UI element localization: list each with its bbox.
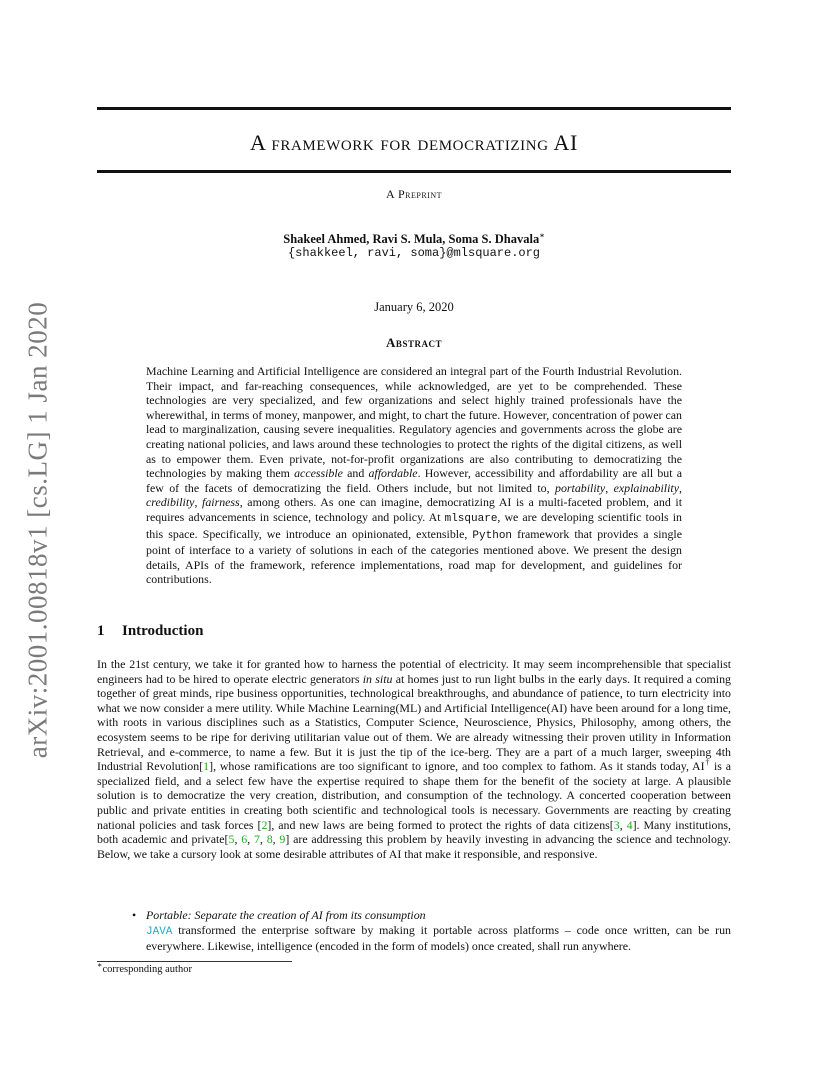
bullet-dot: • (132, 908, 137, 922)
introduction-paragraph (97, 657, 731, 861)
java-link[interactable]: JAVA (146, 925, 173, 938)
abstract-portability: portability (555, 480, 606, 495)
citation-separator: , (259, 832, 267, 847)
bullet-heading-text: Portable: Separate the creation of AI from its consumption (146, 908, 426, 922)
abstract-text-1: Machine Learning and Artificial Intelligence are considered an integral part of the Fourth Industrial Revolution. Their impact, and far-reaching consequences, while acknowledged, are yet to be comprehended. These technologies are very specialized, and few organizations and select highly trained professionals have the wherewithal, in terms of money, manpower, and might, to chart the future. However, concentration of power can lead to marginalization, causing severe inequalities. Regulatory agencies and governments across the globe are creating national policies, and laws around these technologies to protect the rights of the digital citizens, as well as to empower them. Even private, not-for-profit organizations are also contributing to democratizing the technologies by making them (146, 364, 682, 481)
author-footnote-mark[interactable]: ∗ (539, 230, 545, 240)
paper-date: January 6, 2020 (374, 300, 454, 314)
abstract-affordable: affordable (368, 466, 418, 481)
abstract-heading: Abstract (386, 335, 442, 350)
abstract-text-4: , we are developing scientific tools in this space. Specifically, we introduce an opinionated, extensible, (146, 509, 683, 541)
abstract-text-5: framework that provides a single point of interface to a variety of solutions in each of the categories mentioned above. We present the design details, APIs of the framework, reference implementations, road map for development, and guidelines for contributions. (146, 526, 683, 587)
abstract-and: and (342, 466, 369, 481)
abstract-mlsquare: mlsquare (444, 512, 498, 525)
citation-separator: , (234, 832, 242, 847)
citation-link[interactable]: 2 (261, 817, 268, 832)
abstract-accessible: accessible (294, 466, 343, 481)
section-title: Introduction (122, 623, 204, 639)
footnote (97, 960, 192, 975)
citation-link[interactable]: 1 (203, 759, 210, 774)
bullet-heading (146, 908, 731, 923)
citation-link[interactable]: 9 (279, 832, 286, 847)
citation-link[interactable]: 5 (228, 832, 235, 847)
intro-text-4: is a specialized field, and a select few have the expertise required to shape them for the benefit of the society at large. A plausible solution is to democratize the very creation, distribution, and consumption of the technology. A concerted cooperation between public and private entities in creating both scientific and technological tools is necessary. Governments are reacting by creating national policies and task forces [ (97, 759, 731, 832)
citation-link[interactable]: 4 (626, 817, 633, 832)
citation-link[interactable]: 6 (241, 832, 248, 847)
citation-separator: , (247, 832, 254, 847)
abstract-body (146, 364, 682, 587)
section-heading-introduction (97, 623, 203, 640)
author-names: Shakeel Ahmed, Ravi S. Mula, Soma S. Dhavala (283, 232, 540, 246)
arxiv-sidebar-stamp (18, 300, 58, 760)
abstract-comma: , (679, 480, 682, 495)
paper-title: A framework for democratizing AI (250, 130, 578, 155)
section-number: 1 (97, 623, 105, 639)
bullet-body (146, 923, 731, 954)
preprint-label: A Preprint (385, 187, 442, 201)
intro-text-6: ]. Many institutions, both academic and private[ (97, 817, 732, 847)
intro-text-1: In the 21st century, we take it for granted how to harness the potential of electricity. It may seem incomprehensible that specialist engineers had to be hired to operate electric generators (97, 657, 731, 686)
abstract-text-3: , among others. As one can imagine, democratizing AI is a multi-faceted problem, and it requires advancements in science, technology and policy. At (146, 495, 682, 524)
abstract-comma: , (194, 495, 203, 510)
intro-in-situ: in situ (362, 671, 393, 686)
footnote-rule (97, 961, 292, 962)
author-list (97, 232, 731, 247)
citation-separator: , (272, 832, 280, 847)
intro-text-3: ], whose ramifications are too significant to ignore, and too complex to fathom. As it stands today, AI (209, 759, 705, 774)
citation-link[interactable]: 7 (253, 832, 260, 847)
abstract-python: Python (472, 529, 513, 542)
abstract-explainability: explainability (613, 480, 679, 495)
author-emails: {shakkeel, ravi, soma}@mlsquare.org (287, 246, 541, 260)
citation-link[interactable]: 3 (613, 817, 620, 832)
abstract-text-2: . However, accessibility and affordability are all but a few of the facets of democratizing the field. Others include, but not limited to, (146, 466, 682, 495)
abstract-credibility: credibility (146, 495, 195, 510)
dagger-mark: † (704, 758, 711, 768)
abstract-comma: , (605, 480, 614, 495)
title-bottom-rule (97, 170, 731, 173)
citation-separator: , (619, 817, 627, 832)
intro-text-2: at homes just to run light bulbs in the early days. It required a coming together of great minds, ripe business opportunities, technological breakthroughs, and abundance of patience, to turn electricity into what we now consider a mere utility. While Machine Learning(ML) and Artificial Intelligence(AI) have been around for a long time, with roots in various disciplines such as a Statistics, Computer Science, Neuroscience, Physics, Philosophy, among others, the ecosystem seems to be ripe for deriving utilitarian value out of them. We are already witnessing their proven utility in Information Retrieval, and e-commerce, to name a few. But it is just the tip of the ice-berg. They are a part of a much larger, sweeping 4th Industrial Revolution[ (97, 671, 732, 774)
arxiv-id: arXiv:2001.00818v1 [cs.LG] 1 Jan 2020 (22, 301, 53, 759)
bullet-portable (132, 908, 731, 954)
footnote-mark: ∗ (97, 960, 103, 970)
intro-text-5: ], and new laws are being formed to protect the rights of data citizens[ (267, 817, 614, 832)
citation-link[interactable]: 8 (266, 832, 273, 847)
intro-text-7: ] are addressing this problem by heavily investing in advancing the science and technology. Below, we take a cursory look at some desirable attributes of AI that make it responsible, and responsive. (97, 832, 732, 861)
abstract-fairness: fairness (202, 495, 240, 510)
bullet-text: transformed the enterprise software by making it portable across platforms – code once written, can be run everywhere. Likewise, intelligence (encoded in the form of models) once created, shall run anywhere. (146, 922, 731, 954)
top-rule (97, 107, 731, 110)
footnote-text: corresponding author (102, 964, 192, 975)
